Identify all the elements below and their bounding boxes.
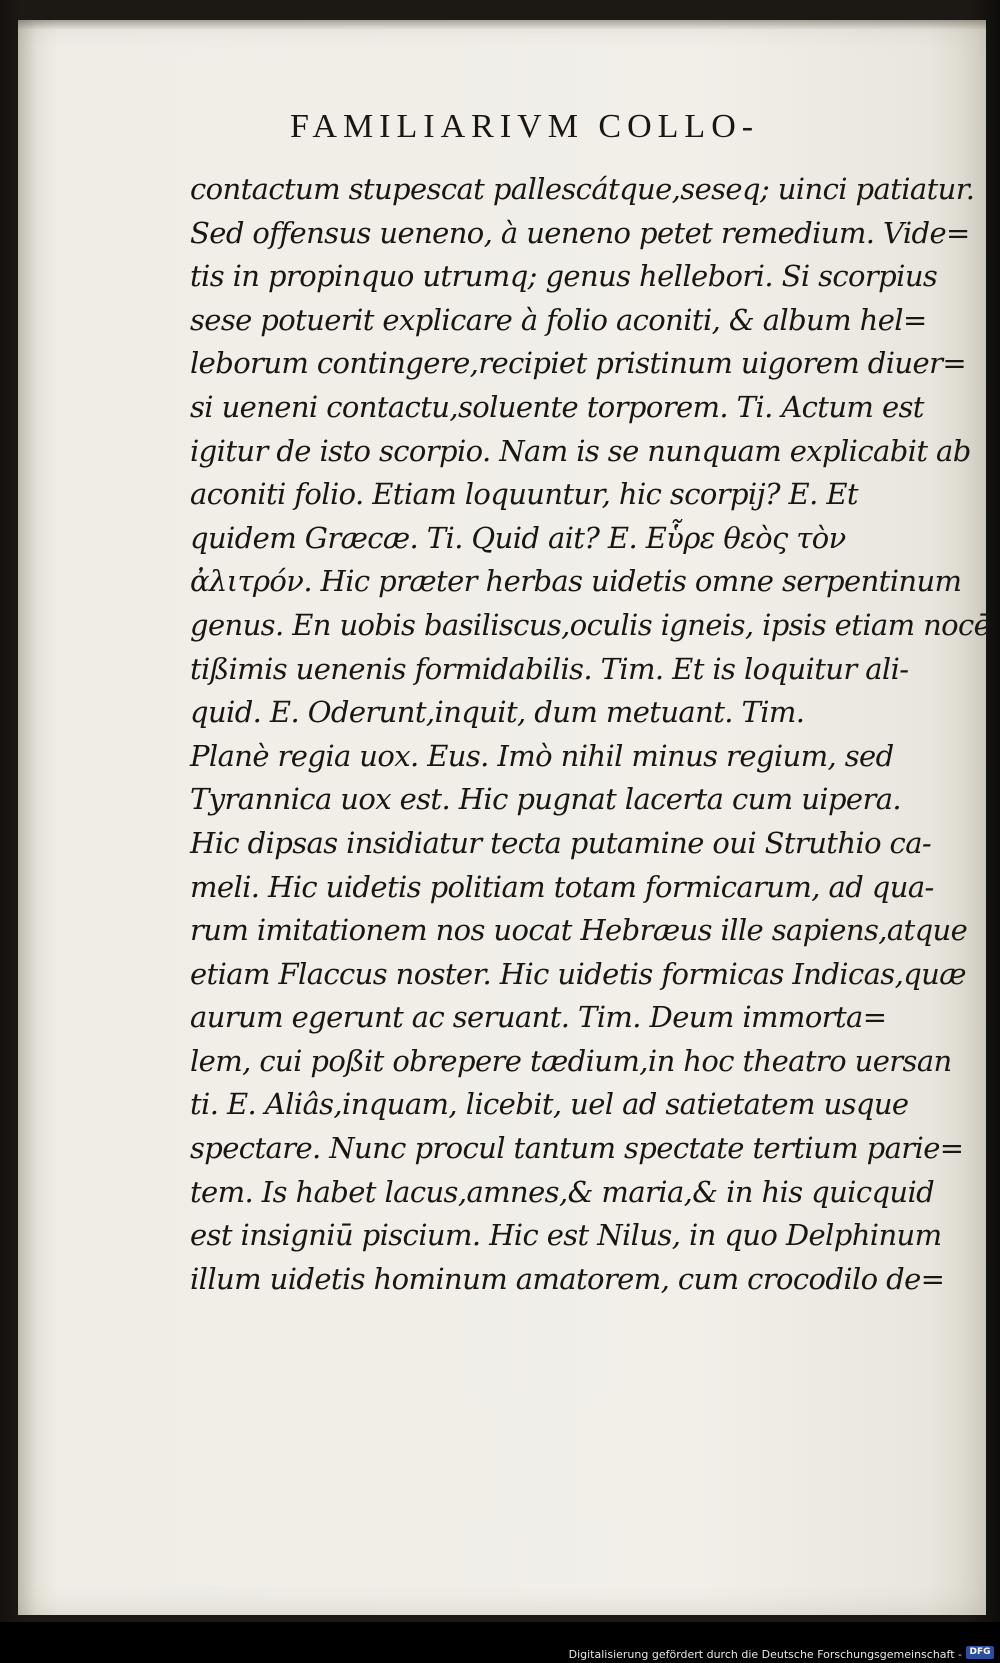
text-line: leborum contingere,recipiet pristinum uigorem diuer= xyxy=(190,346,967,381)
text-line: aconiti folio. Etiam loquuntur, hic scorpij? E. Et xyxy=(190,477,858,512)
text-line: tißimis uenenis formidabilis. Tim. Et is loquitur ali- xyxy=(190,651,909,686)
text-line: quidem Græcæ. Ti. Quid ait? E. Εὗρε θεὸς τὸν xyxy=(190,520,846,555)
text-line: ἀλιτρόν. Hic præter herbas uidetis omne serpentinum xyxy=(190,564,962,599)
text-line: quid. E. Oderunt,inquit, dum metuant. Tim. xyxy=(190,695,805,730)
text-line: contactum stupescat pallescátque,seseq; uinci patiatur. xyxy=(190,172,975,206)
text-line: est insigniū piscium. Hic est Nilus, in quo Delphinum xyxy=(190,1218,942,1253)
text-line: si ueneni contactu,soluente torporem. Ti. Actum est xyxy=(190,389,924,424)
text-line: igitur de isto scorpio. Nam is se nunquam explicabit ab xyxy=(190,433,971,468)
text-block xyxy=(190,168,991,1301)
text-line: tem. Is habet lacus,amnes,& maria,& in his quicquid xyxy=(190,1174,935,1209)
text-line: ti. E. Aliâs,inquam, licebit, uel ad satietatem usque xyxy=(190,1087,909,1122)
text-line: tis in propinquo utrumq; genus hellebori. Si scorpius xyxy=(190,259,938,294)
dfg-logo-icon: DFG xyxy=(966,1646,994,1659)
text-line: genus. En uobis basiliscus,oculis igneis, ipsis etiam nocē xyxy=(190,607,991,642)
text-line: etiam Flaccus noster. Hic uidetis formicas Indicas,quæ xyxy=(190,956,966,991)
text-line: spectare. Nunc procul tantum spectate tertium parie= xyxy=(190,1131,964,1166)
digitization-credit: Digitalisierung gefördert durch die Deutsche Forschungsgemeinschaft - xyxy=(568,1648,962,1661)
text-line: meli. Hic uidetis politiam totam formicarum, ad qua- xyxy=(190,869,934,904)
text-line: lem, cui poßit obrepere tædium,in hoc theatro uersan xyxy=(190,1043,952,1078)
text-line: Planè regia uox. Eus. Imò nihil minus regium, sed xyxy=(190,738,894,773)
text-line: illum uidetis hominum amatorem, cum crocodilo de= xyxy=(190,1261,945,1296)
running-head: FAMILIARIVM COLLO- xyxy=(290,108,760,145)
text-line: Hic dipsas insidiatur tecta putamine oui Struthio ca- xyxy=(190,825,932,860)
page-shadow xyxy=(18,20,986,30)
text-line: rum imitationem nos uocat Hebræus ille sapiens,atque xyxy=(190,913,968,948)
text-line: aurum egerunt ac seruant. Tim. Deum immorta= xyxy=(190,1000,887,1035)
text-line: Tyrannica uox est. Hic pugnat lacerta cum uipera. xyxy=(190,782,902,817)
text-line: sese potuerit explicare à folio aconiti, & album hel= xyxy=(190,302,927,337)
text-line: Sed offensus ueneno, à ueneno petet remedium. Vide= xyxy=(190,215,970,250)
